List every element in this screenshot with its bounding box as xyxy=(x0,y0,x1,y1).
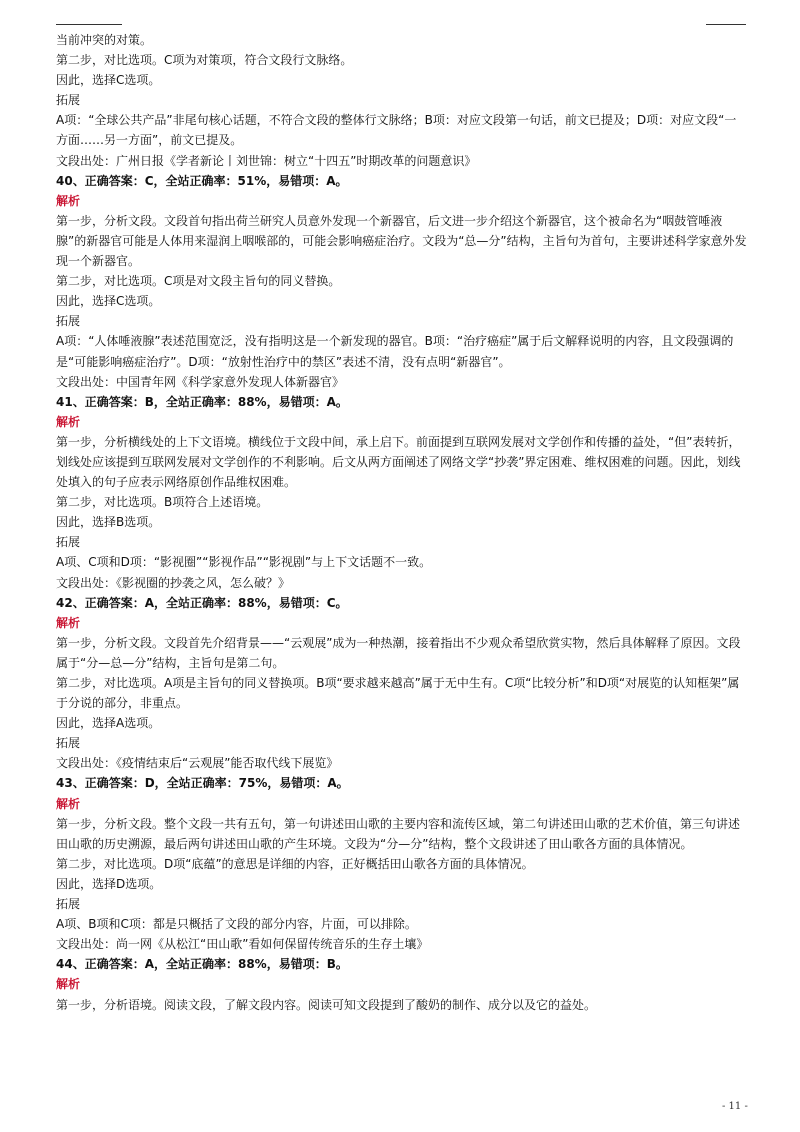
body-paragraph: 第一步，分析横线处的上下文语境。横线位于文段中间，承上启下。前面提到互联网发展对文学创作和传播的益处，“但”表转折，划线处应该提到互联网发展对文学创作的不利影响。后文从两方面阐述了网络文学“抄袭”界定困难、维权困难的问题。因此，划线处填入的句子应表示网络原创作品维权困难。 xyxy=(56,434,741,490)
body-paragraph: 当前冲突的对策。 xyxy=(56,33,153,47)
body-paragraph: 第二步，对比选项。B项符合上述语境。 xyxy=(56,495,269,510)
body-paragraph: 因此，选择D选项。 xyxy=(56,876,162,891)
analysis-heading: 解析 xyxy=(56,414,81,429)
answer-line: 42、正确答案：A，全站正确率：88%，易错项：C。 xyxy=(56,595,348,610)
header-rule-left xyxy=(56,24,122,25)
body-paragraph: 文段出处：《疫情结束后“云观展”能否取代线下展览》 xyxy=(56,756,339,771)
body-paragraph: A项、B项和C项：都是只概括了文段的部分内容，片面，可以排除。 xyxy=(56,917,417,932)
body-paragraph: A项：“人体唾液腺”表述范围宽泛，没有指明这是一个新发现的器官。B项：“治疗癌症”属于后文解释说明的内容，且文段强调的是“可能影响癌症治疗”。D项：“放射性治疗中的禁区”表述不清，没有点明“新器官”。 xyxy=(56,334,734,369)
body-paragraph: 第二步，对比选项。C项是对文段主旨句的同义替换。 xyxy=(56,274,341,289)
expand-heading: 拓展 xyxy=(56,736,81,751)
analysis-heading: 解析 xyxy=(56,193,81,208)
body-paragraph: 第二步，对比选项。D项“底蕴”的意思是详细的内容，正好概括田山歌各方面的具体情况。 xyxy=(56,856,534,871)
body-paragraph: 第二步，对比选项。C项为对策项，符合文段行文脉络。 xyxy=(56,53,353,68)
body-paragraph: 因此，选择C选项。 xyxy=(56,294,161,309)
body-paragraph: 文段出处：尚一网《从松江“田山歌”看如何保留传统音乐的生存土壤》 xyxy=(56,937,429,952)
answer-line: 44、正确答案：A，全站正确率：88%，易错项：B。 xyxy=(56,957,348,972)
answer-line: 41、正确答案：B，全站正确率：88%，易错项：A。 xyxy=(56,394,348,409)
expand-heading: 拓展 xyxy=(56,93,81,108)
expand-heading: 拓展 xyxy=(56,314,81,329)
body-paragraph: 因此，选择C选项。 xyxy=(56,73,161,88)
expand-heading: 拓展 xyxy=(56,897,81,912)
body-paragraph: A项：“全球公共产品”非尾句核心话题，不符合文段的整体行文脉络；B项：对应文段第一句话，前文已提及；D项：对应文段“一方面……另一方面”，前文已提及。 xyxy=(56,113,737,148)
body-paragraph: 第二步，对比选项。A项是主旨句的同义替换项。B项“要求越来越高”属于无中生有。C项“比较分析”和D项“对展览的认知框架”属于分说的部分，非重点。 xyxy=(56,676,740,711)
body-paragraph: 文段出处：《影视圈的抄袭之风，怎么破？》 xyxy=(56,575,291,590)
answer-line: 43、正确答案：D，全站正确率：75%，易错项：A。 xyxy=(56,776,349,791)
answer-explanation-body xyxy=(56,30,748,1015)
answer-line: 40、正确答案：C，全站正确率：51%，易错项：A。 xyxy=(56,173,348,188)
body-paragraph: 第一步，分析语境。阅读文段，了解文段内容。阅读可知文段提到了酸奶的制作、成分以及它的益处。 xyxy=(56,997,597,1012)
page-number: - 11 - xyxy=(722,1101,748,1112)
body-paragraph: 因此，选择A选项。 xyxy=(56,716,161,731)
body-paragraph: 因此，选择B选项。 xyxy=(56,515,161,530)
body-paragraph: 文段出处：广州日报《学者新论丨刘世锦：树立“十四五”时期改革的问题意识》 xyxy=(56,153,477,168)
expand-heading: 拓展 xyxy=(56,535,81,550)
analysis-heading: 解析 xyxy=(56,796,81,811)
body-paragraph: 第一步，分析文段。文段首先介绍背景——“云观展”成为一种热潮，接着指出不少观众希望欣赏实物，然后具体解释了原因。文段属于“分—总—分”结构，主旨句是第二句。 xyxy=(56,635,741,670)
analysis-heading: 解析 xyxy=(56,615,81,630)
body-paragraph: 第一步，分析文段。文段首句指出荷兰研究人员意外发现一个新器官，后文进一步介绍这个新器官，这个被命名为“咽鼓管唾液腺”的新器官可能是人体用来湿润上咽喉部的，可能会影响癌症治疗。文段为“总—分”结构，主旨句为首句，主要讲述科学家意外发现一个新器官。 xyxy=(56,213,747,269)
body-paragraph: A项、C项和D项：“影视圈”“影视作品”“影视剧”与上下文话题不一致。 xyxy=(56,555,432,570)
header-rule-right xyxy=(706,24,746,25)
body-paragraph: 第一步，分析文段。整个文段一共有五句，第一句讲述田山歌的主要内容和流传区域，第二句讲述田山歌的艺术价值，第三句讲述田山歌的历史溯源，最后两句讲述田山歌的产生环境。文段为“分—分”结构，整个文段讲述了田山歌各方面的具体情况。 xyxy=(56,816,741,851)
analysis-heading: 解析 xyxy=(56,977,81,992)
body-paragraph: 文段出处：中国青年网《科学家意外发现人体新器官》 xyxy=(56,374,345,389)
